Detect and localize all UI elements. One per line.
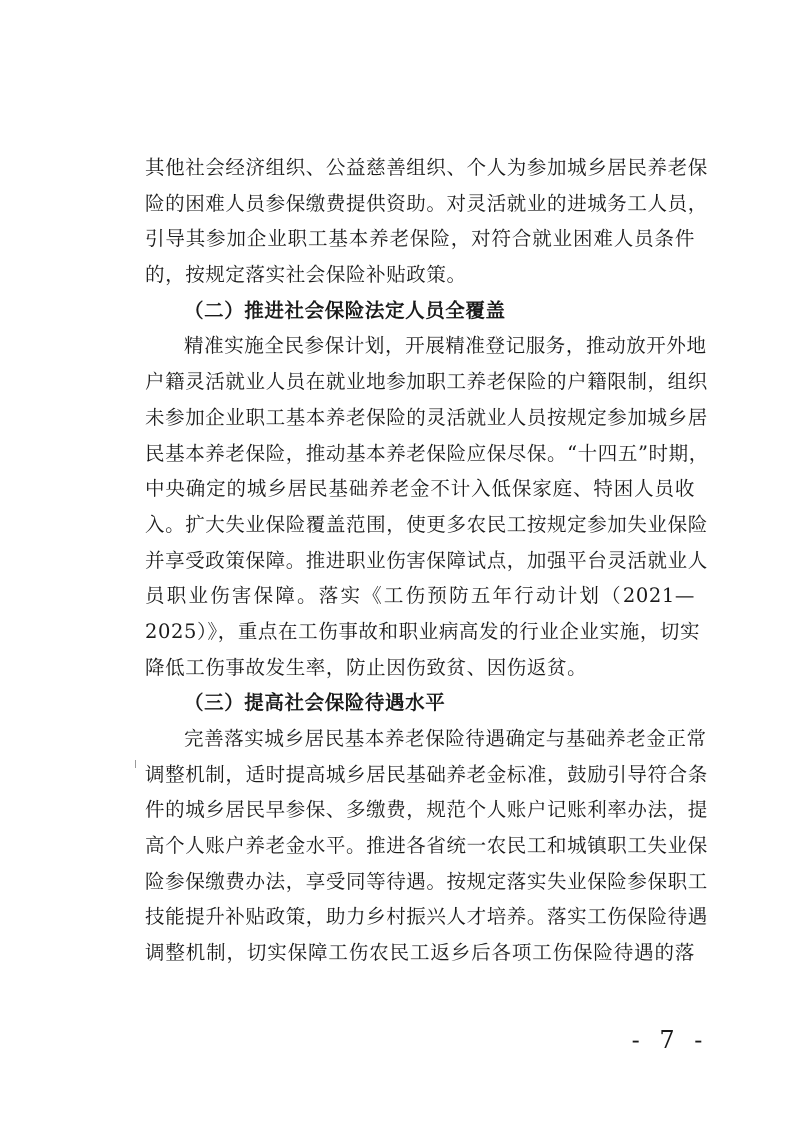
paragraph-line: 降低工伤事故发生率，防止因伤致贫、因伤返贫。 (145, 655, 588, 679)
paragraph-line: 完善落实城乡居民基本养老保险待遇确定与基础养老金正常 (184, 727, 707, 750)
paragraph-line: 高个人账户养老金水平。推进各省统一农民工和城镇职工失业保 (145, 834, 708, 858)
paragraph-line: 并享受政策保障。推进职业伤害保障试点，加强平台灵活就业人 (145, 548, 708, 572)
section-heading: （三）提高社会保险待遇水平 (184, 691, 446, 715)
document-body (145, 150, 709, 971)
scan-artifact (135, 760, 136, 768)
paragraph-line: 调整机制，适时提高城乡居民基础养老金标准，鼓励引导符合条 (145, 762, 708, 786)
paragraph-line: 其他社会经济组织、公益慈善组织、个人为参加城乡居民养老保 (145, 156, 708, 179)
paragraph-line: 件的城乡居民早参保、多缴费，规范个人账户记账利率办法，提 (145, 798, 708, 822)
paragraph-line: 引导其参加企业职工基本养老保险，对符合就业困难人员条件 (145, 227, 695, 251)
paragraph-line: 精准实施全民参保计划，开展精准登记服务，推动放开外地 (184, 334, 707, 358)
paragraph-line: 的，按规定落实社会保险补贴政策。 (145, 263, 467, 287)
section-heading: （二）推进社会保险法定人员全覆盖 (184, 298, 506, 322)
paragraph-line: 员职业伤害保障。落实《工伤预防五年行动计划（2021— (145, 584, 695, 608)
page-number: - 7 - (631, 1026, 709, 1054)
paragraph-line: 户籍灵活就业人员在就业地参加职工养老保险的户籍限制，组织 (145, 370, 708, 394)
paragraph-line: 民基本养老保险，推动基本养老保险应保尽保。“十四五”时期， (145, 441, 709, 465)
paragraph-line: 调整机制，切实保障工伤农民工返乡后各项工伤保险待遇的落 (145, 941, 695, 965)
paragraph-line: 险参保缴费办法，享受同等待遇。按规定落实失业保险参保职工 (145, 869, 708, 893)
paragraph-line: 技能提升补贴政策，助力乡村振兴人才培养。落实工伤保险待遇 (145, 905, 708, 929)
paragraph-line: 中央确定的城乡居民基础养老金不计入低保家庭、特困人员收 (145, 477, 695, 501)
paragraph-line: 未参加企业职工基本养老保险的灵活就业人员按规定参加城乡居 (145, 405, 708, 429)
paragraph-line: 险的困难人员参保缴费提供资助。对灵活就业的进城务工人员， (145, 191, 708, 215)
paragraph-line: 入。扩大失业保险覆盖范围，使更多农民工按规定参加失业保险 (145, 512, 708, 536)
paragraph-line: 2025）》，重点在工伤事故和职业病高发的行业企业实施，切实 (145, 619, 701, 643)
